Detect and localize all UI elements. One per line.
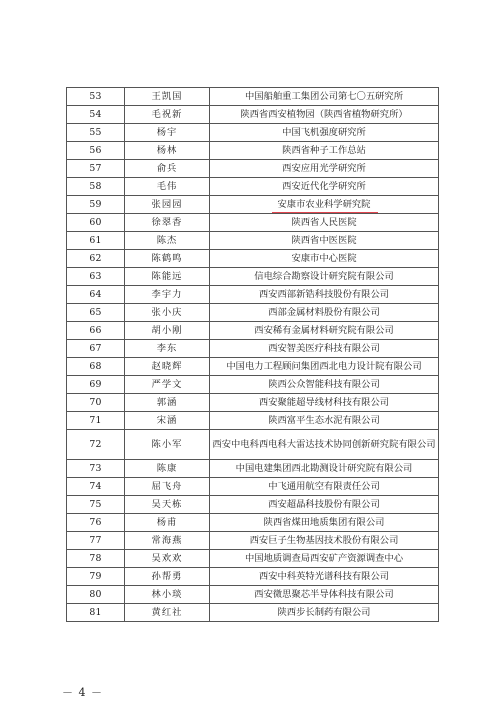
organization-cell (210, 514, 439, 532)
row-number-cell: 57 (67, 160, 125, 178)
person-name-cell: 宋涵 (125, 412, 210, 430)
person-name-cell: 杨宇 (125, 124, 210, 142)
person-name-cell: 赵晓辉 (125, 358, 210, 376)
organization-text: 西部金属材料股份有限公司 (268, 307, 380, 318)
organization-cell (210, 430, 439, 460)
organization-text: 陕西步长制药有限公司 (277, 607, 371, 618)
row-number-cell: 61 (67, 232, 125, 250)
person-name-cell: 屈飞舟 (125, 478, 210, 496)
person-name-cell: 王凯国 (125, 88, 210, 106)
person-name-cell: 陈鹤鸣 (125, 250, 210, 268)
table-row (67, 286, 439, 304)
person-name-cell: 张小庆 (125, 304, 210, 322)
row-number-cell: 75 (67, 496, 125, 514)
organization-cell (210, 286, 439, 304)
table-row (67, 250, 439, 268)
organization-cell (210, 460, 439, 478)
row-number-cell: 63 (67, 268, 125, 286)
person-name-cell: 俞兵 (125, 160, 210, 178)
row-number-cell: 68 (67, 358, 125, 376)
row-number-cell: 64 (67, 286, 125, 304)
table-row (67, 412, 439, 430)
organization-cell (210, 88, 439, 106)
table-row (67, 160, 439, 178)
table-row (67, 106, 439, 124)
organization-cell (210, 412, 439, 430)
row-number-cell: 54 (67, 106, 125, 124)
row-number-cell: 73 (67, 460, 125, 478)
organization-text: 西安巨子生物基因技术股份有限公司 (249, 535, 399, 546)
organization-text: 西安近代化学研究所 (282, 181, 366, 192)
organization-cell (210, 532, 439, 550)
table-row (67, 88, 439, 106)
organization-text: 西安应用光学研究所 (282, 163, 366, 174)
organization-cell (210, 568, 439, 586)
organization-text: 中飞通用航空有限责任公司 (268, 481, 380, 492)
row-number-cell: 66 (67, 322, 125, 340)
person-name-cell: 张园园 (125, 196, 210, 214)
person-name-cell: 李东 (125, 340, 210, 358)
person-name-cell: 毛祝新 (125, 106, 210, 124)
roster-table (66, 87, 439, 622)
table-row (67, 178, 439, 196)
organization-cell (210, 214, 439, 232)
row-number-cell: 62 (67, 250, 125, 268)
person-name-cell: 林小琰 (125, 586, 210, 604)
organization-cell (210, 586, 439, 604)
row-number-cell: 59 (67, 196, 125, 214)
page-number: － 4 － (62, 686, 103, 699)
row-number-cell: 67 (67, 340, 125, 358)
organization-text: 西安中电科西电科大雷达技术协同创新研究院有限公司 (212, 439, 436, 450)
organization-cell (210, 604, 439, 622)
person-name-cell: 孙帮勇 (125, 568, 210, 586)
organization-cell (210, 322, 439, 340)
person-name-cell: 毛伟 (125, 178, 210, 196)
organization-text: 陕西省种子工作总站 (282, 145, 366, 156)
organization-text: 中国飞机强度研究所 (282, 127, 366, 138)
table-row (67, 550, 439, 568)
person-name-cell: 郭涵 (125, 394, 210, 412)
organization-text: 西安微思聚芯半导体科技有限公司 (254, 589, 394, 600)
table-row (67, 196, 439, 214)
organization-text: 西安超晶科技股份有限公司 (268, 499, 380, 510)
row-number-cell: 71 (67, 412, 125, 430)
organization-cell (210, 394, 439, 412)
table-row (67, 322, 439, 340)
table-row (67, 214, 439, 232)
organization-cell (210, 124, 439, 142)
organization-text: 西安稀有金属材料研究院有限公司 (254, 325, 394, 336)
row-number-cell: 60 (67, 214, 125, 232)
table-row (67, 394, 439, 412)
person-name-cell: 陈康 (125, 460, 210, 478)
person-name-cell: 徐翠香 (125, 214, 210, 232)
organization-text: 中国电建集团西北勘测设计研究院有限公司 (235, 463, 413, 474)
row-number-cell: 70 (67, 394, 125, 412)
person-name-cell: 胡小刚 (125, 322, 210, 340)
organization-cell (210, 142, 439, 160)
organization-text: 陕西省西安植物园（陕西省植物研究所） (240, 109, 408, 120)
organization-text: 西安智美医疗科技有限公司 (268, 343, 380, 354)
row-number-cell: 80 (67, 586, 125, 604)
organization-text: 信电综合勘察设计研究院有限公司 (254, 271, 394, 282)
organization-cell (210, 478, 439, 496)
organization-cell (210, 250, 439, 268)
organization-text: 中国地质调查局西安矿产资源调查中心 (244, 553, 404, 564)
organization-cell (210, 496, 439, 514)
person-name-cell: 常海燕 (125, 532, 210, 550)
organization-cell (210, 268, 439, 286)
person-name-cell: 杨林 (125, 142, 210, 160)
row-number-cell: 72 (67, 430, 125, 460)
table-row (67, 478, 439, 496)
person-name-cell: 严学文 (125, 376, 210, 394)
row-number-cell: 69 (67, 376, 125, 394)
organization-text: 西安中科英特光谱科技有限公司 (258, 571, 390, 582)
organization-text: 陕西富平生态水泥有限公司 (268, 415, 380, 426)
table-row (67, 124, 439, 142)
highlighted-organization-text: 安康市农业科学研究院 (277, 199, 371, 210)
table-row (67, 232, 439, 250)
person-name-cell: 黄红社 (125, 604, 210, 622)
person-name-cell: 陈小军 (125, 430, 210, 460)
table-row (67, 358, 439, 376)
table-row (67, 604, 439, 622)
organization-text: 西安聚能超导线材科技有限公司 (258, 397, 390, 408)
table-row (67, 496, 439, 514)
organization-cell (210, 340, 439, 358)
person-name-cell: 李宇力 (125, 286, 210, 304)
roster-table-body (67, 88, 439, 622)
person-name-cell: 吴欢欢 (125, 550, 210, 568)
person-name-cell: 吴天栋 (125, 496, 210, 514)
organization-text: 陕西省煤田地质集团有限公司 (263, 517, 385, 528)
table-row (67, 340, 439, 358)
organization-cell (210, 232, 439, 250)
row-number-cell: 78 (67, 550, 125, 568)
organization-text: 中国电力工程顾问集团西北电力设计院有限公司 (226, 361, 422, 372)
organization-cell (210, 196, 439, 214)
table-row (67, 460, 439, 478)
table-row (67, 514, 439, 532)
row-number-cell: 76 (67, 514, 125, 532)
table-row (67, 568, 439, 586)
organization-cell (210, 304, 439, 322)
table-row (67, 304, 439, 322)
table-row (67, 268, 439, 286)
row-number-cell: 55 (67, 124, 125, 142)
organization-cell (210, 178, 439, 196)
organization-text: 西安西部新锆科技股份有限公司 (258, 289, 390, 300)
organization-cell (210, 160, 439, 178)
row-number-cell: 81 (67, 604, 125, 622)
person-name-cell: 陈能远 (125, 268, 210, 286)
organization-text: 陕西公众智能科技有限公司 (268, 379, 380, 390)
person-name-cell: 陈杰 (125, 232, 210, 250)
organization-cell (210, 550, 439, 568)
row-number-cell: 53 (67, 88, 125, 106)
table-row (67, 376, 439, 394)
organization-text: 陕西省中医医院 (291, 235, 357, 246)
table-row (67, 142, 439, 160)
row-number-cell: 56 (67, 142, 125, 160)
organization-cell (210, 358, 439, 376)
row-number-cell: 74 (67, 478, 125, 496)
row-number-cell: 58 (67, 178, 125, 196)
row-number-cell: 65 (67, 304, 125, 322)
table-row (67, 532, 439, 550)
row-number-cell: 79 (67, 568, 125, 586)
row-number-cell: 77 (67, 532, 125, 550)
table-row (67, 586, 439, 604)
person-name-cell: 杨甫 (125, 514, 210, 532)
table-row (67, 430, 439, 460)
organization-text: 中国船舶重工集团公司第七〇五研究所 (244, 91, 404, 102)
organization-cell (210, 106, 439, 124)
organization-text: 陕西省人民医院 (291, 217, 357, 228)
organization-cell (210, 376, 439, 394)
organization-text: 安康市中心医院 (291, 253, 357, 264)
